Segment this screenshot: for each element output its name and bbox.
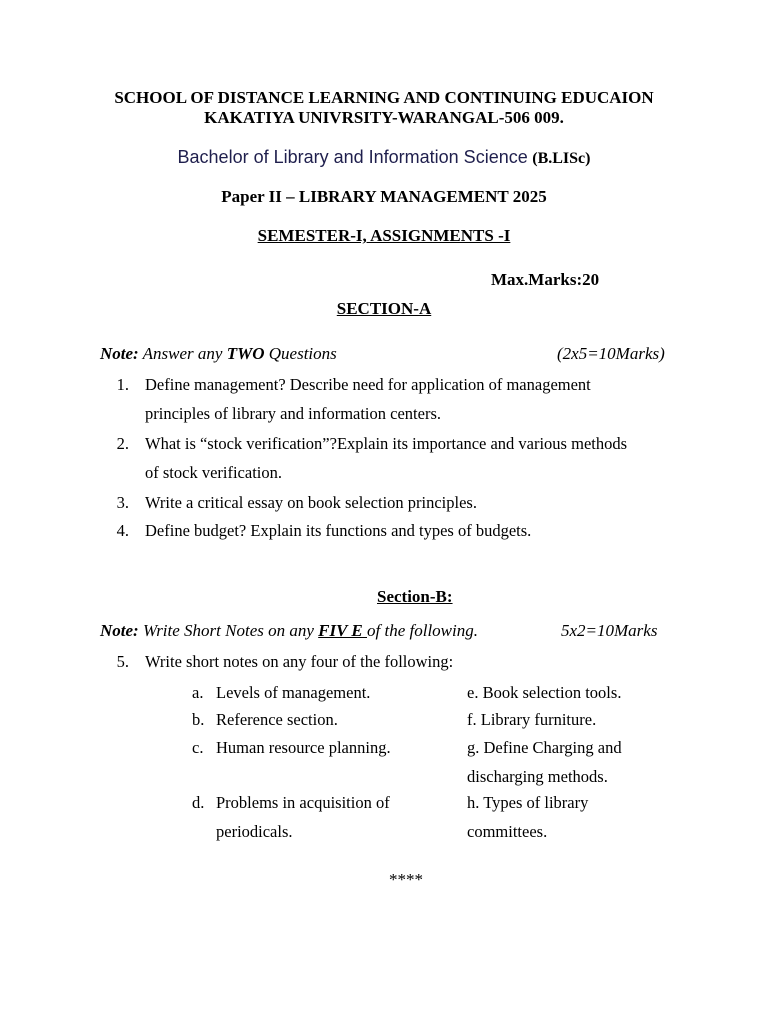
semester-text: SEMESTER-I, ASSIGNMENTS -I (257, 226, 511, 245)
section-a-title (0, 299, 768, 319)
question-2-line2: of stock verification. (145, 463, 282, 482)
question-number: 1. (116, 375, 129, 394)
semester-title (0, 226, 768, 246)
sub-item-d-letter: d. (192, 793, 205, 812)
note-pre: Write Short Notes on any (142, 621, 314, 640)
section-b-marks: 5x2=10Marks (561, 621, 658, 640)
question-2 (105, 434, 705, 454)
question-4 (105, 521, 705, 541)
sub-item-g: g. Define Charging and (467, 738, 622, 757)
university-address: KAKATIYA UNIVRSITY-WARANGAL-506 009. (204, 108, 564, 127)
sub-item-a-letter: a. (192, 683, 204, 702)
question-text: Define management? Describe need for application of management (145, 375, 591, 394)
question-text: Write a critical essay on book selection principles. (145, 493, 477, 512)
question-number: 4. (116, 521, 129, 540)
sub-item-d-text: Problems in acquisition of (216, 793, 390, 812)
note-emph: TWO (226, 344, 265, 363)
end-marker: **** (389, 870, 423, 889)
question-5 (105, 652, 705, 672)
program-title (0, 146, 768, 170)
sub-item-h-line2: committees. (467, 822, 548, 841)
question-1-line2: principles of library and information centers. (145, 404, 441, 423)
section-a-note (100, 344, 337, 364)
sub-item-c-text: Human resource planning. (216, 738, 391, 757)
question-1 (105, 375, 705, 395)
note-label: Note: (100, 621, 139, 640)
question-text: What is “stock verification”?Explain its importance and various methods (145, 434, 628, 453)
question-3 (105, 493, 705, 513)
note-label: Note: (100, 344, 139, 363)
section-b-title-text: Section-B: (377, 587, 453, 606)
sub-item-d-text-line2: periodicals. (216, 822, 293, 841)
institution-name: SCHOOL OF DISTANCE LEARNING AND CONTINUING EDUCAION (114, 88, 654, 107)
sub-item-a-text: Levels of management. (216, 683, 371, 702)
note-pre: Answer any (142, 344, 223, 363)
question-number: 3. (116, 493, 129, 512)
sub-item-f: f. Library furniture. (467, 710, 597, 729)
question-number: 5. (116, 652, 129, 671)
section-b-note (100, 621, 478, 641)
question-text: Write short notes on any four of the following: (145, 652, 454, 671)
section-b-title (377, 587, 453, 607)
section-a-title-text: SECTION-A (336, 299, 432, 318)
note-emph: FIV E (318, 621, 367, 640)
note-post: of the following. (367, 621, 478, 640)
sub-item-e: e. Book selection tools. (467, 683, 622, 702)
program-name: Bachelor of Library and Information Science (177, 147, 528, 167)
sub-item-b-text: Reference section. (216, 710, 338, 729)
paper-title: Paper II – LIBRARY MANAGEMENT 2025 (221, 187, 547, 206)
program-abbr: (B.LISc) (532, 150, 591, 167)
max-marks: Max.Marks:20 (491, 270, 600, 289)
question-number: 2. (116, 434, 129, 453)
sub-item-b-letter: b. (192, 710, 205, 729)
sub-item-h: h. Types of library (467, 793, 589, 812)
sub-item-g-line2: discharging methods. (467, 767, 608, 786)
question-text: Define budget? Explain its functions and types of budgets. (145, 521, 532, 540)
sub-item-c-letter: c. (192, 738, 204, 757)
note-post: Questions (268, 344, 337, 363)
section-a-marks: (2x5=10Marks) (557, 344, 665, 363)
